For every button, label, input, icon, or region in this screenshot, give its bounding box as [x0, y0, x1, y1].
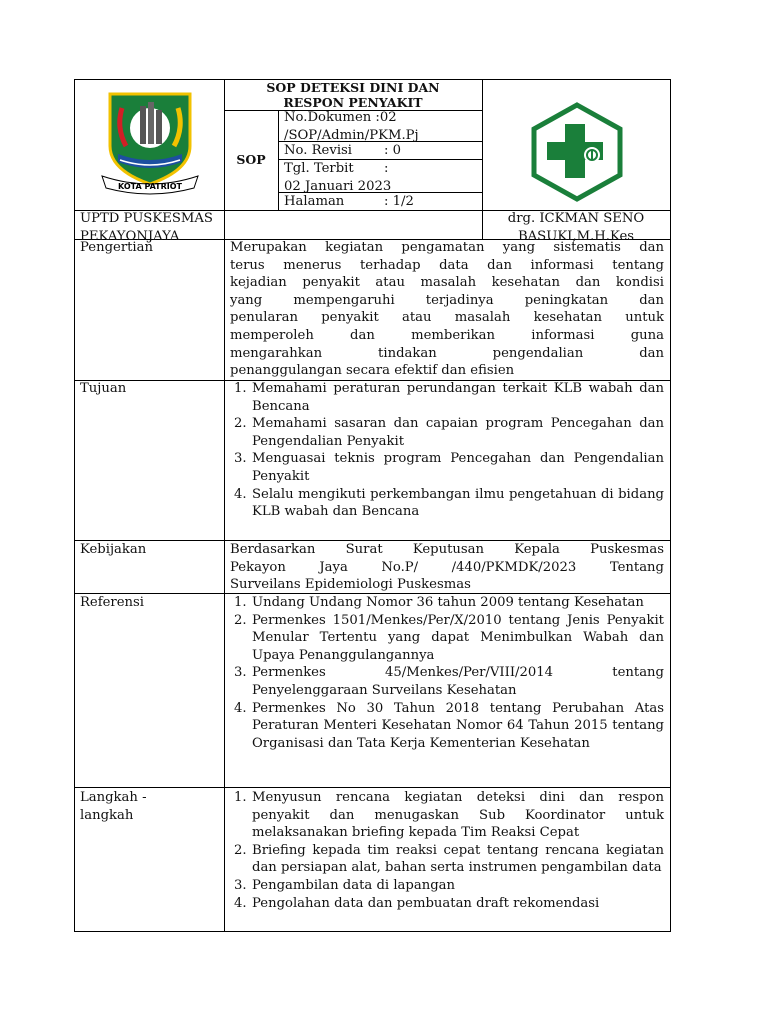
- list-item: 2. Memahami sasaran dan capaian program Pencegahan dan Pengendalian Penyakit: [234, 416, 664, 449]
- pengertian-line: mengarahkan tindakan pengendalian dan: [230, 345, 664, 361]
- langkah-label-line2: langkah: [80, 807, 134, 823]
- section-label-pengertian: Pengertian: [80, 240, 154, 255]
- section-label-tujuan: Tujuan: [80, 381, 127, 396]
- document-title-line1: SOP DETEKSI DINI DAN: [266, 80, 440, 95]
- section-content-pengertian: [230, 239, 664, 380]
- page-number-label: Halaman: [284, 194, 345, 209]
- list-item: 1. Menyusun rencana kegiatan deteksi dini dan respon penyakit dan menugaskan Sub Koordinator untuk melaksanakan briefing kepada Tim Reaksi Cepat: [234, 790, 664, 841]
- sop-label: SOP: [236, 152, 266, 167]
- revision-label: No. Revisi: [284, 143, 353, 158]
- pengertian-line: penularan penyakit atau masalah kesehatan untuk: [230, 310, 664, 326]
- pengertian-line: yang mempengaruhi terjadinya peningkatan dan: [230, 292, 664, 308]
- list-item: 1. Memahami peraturan perundangan terkait KLB wabah dan Bencana: [234, 381, 664, 414]
- pengertian-line: Merupakan kegiatan pengamatan yang sistematis dan: [230, 240, 664, 255]
- pengertian-line: terus menerus terhadap data dan informasi tentang: [230, 257, 664, 273]
- list-item: 2. Briefing kepada tim reaksi cepat tentang rencana kegiatan dan persiapan alat, bahan serta instrumen pengambilan data: [234, 842, 664, 876]
- revision-value: : 0: [384, 143, 402, 158]
- document-number-line2: /SOP/Admin/PKM.Pj: [284, 127, 419, 143]
- list-item: 3. Menguasai teknis program Pencegahan dan Pengendalian Penyakit: [234, 451, 664, 484]
- section-content-tujuan: [226, 380, 664, 521]
- langkah-label-line1: Langkah -: [80, 790, 147, 805]
- signer-line1: drg. ICKMAN SENO: [507, 211, 645, 226]
- kebijakan-line: Berdasarkan Surat Keputusan Kepala Puskesmas: [230, 542, 664, 557]
- section-label-langkah: [80, 789, 220, 824]
- section-content-referensi: [226, 594, 664, 752]
- publish-date-label: Tgl. Terbit: [284, 161, 354, 176]
- revision-number: [284, 142, 480, 160]
- list-item: 3. Pengambilan data di lapangan: [234, 877, 455, 893]
- pengertian-line: penanggulangan secara efektif dan efisien: [230, 363, 515, 379]
- document-number-line1: No.Dokumen :02: [284, 110, 397, 125]
- puskesmas-logo: [528, 102, 626, 202]
- publish-date-value: 02 Januari 2023: [284, 178, 392, 194]
- pengertian-line: kejadian penyakit atau masalah kesehatan dan kondisi: [230, 275, 664, 291]
- pengertian-line: memperoleh dan memberikan informasi guna: [230, 327, 664, 343]
- page-number: [284, 193, 480, 211]
- organization-line1: UPTD PUSKESMAS: [80, 211, 213, 226]
- signer-line2: BASUKI,M.H.Kes: [517, 228, 635, 244]
- publish-date-colon: :: [384, 161, 389, 176]
- kebijakan-line: Pekayon Jaya No.P/ /440/PKMDK/2023 Tentang: [230, 559, 664, 575]
- document-title-line2: RESPON PENYAKIT: [283, 95, 423, 110]
- section-content-kebijakan: [230, 541, 664, 594]
- section-label-kebijakan: Kebijakan: [80, 542, 147, 557]
- list-item: 4. Permenkes No 30 Tahun 2018 tentang Perubahan Atas Peraturan Menteri Kesehatan Nomor 64 Tahun 2015 tentang Organisasi dan Tata Kerja Kementerian Kesehatan: [234, 700, 664, 751]
- section-label-referensi: Referensi: [80, 595, 145, 610]
- kebijakan-line: Surveilans Epidemiologi Puskesmas: [230, 577, 471, 593]
- page-number-value: : 1/2: [384, 194, 414, 209]
- document-number: [284, 109, 480, 144]
- list-item: 3. Permenkes 45/Menkes/Per/VIII/2014 tentang Penyelenggaraan Surveilans Kesehatan: [234, 665, 664, 698]
- organization-line2: PEKAYONJAYA: [80, 228, 180, 244]
- list-item: 1. Undang Undang Nomor 36 tahun 2009 tentang Kesehatan: [234, 595, 644, 610]
- list-item: 2. Permenkes 1501/Menkes/Per/X/2010 tentang Jenis Penyakit Menular Tertentu yang dapat Menimbulkan Wabah dan Upaya Penanggulangannya: [234, 612, 664, 663]
- list-item: 4. Selalu mengikuti perkembangan ilmu pengetahuan di bidang KLB wabah dan Bencana: [234, 486, 664, 520]
- section-content-langkah: [226, 789, 664, 912]
- city-crest-logo: [96, 88, 204, 198]
- crest-banner-text: KOTA PATRIOT: [117, 182, 183, 191]
- publish-date: [284, 160, 480, 195]
- document-title: [224, 80, 482, 110]
- list-item: 4. Pengolahan data dan pembuatan draft rekomendasi: [234, 895, 600, 911]
